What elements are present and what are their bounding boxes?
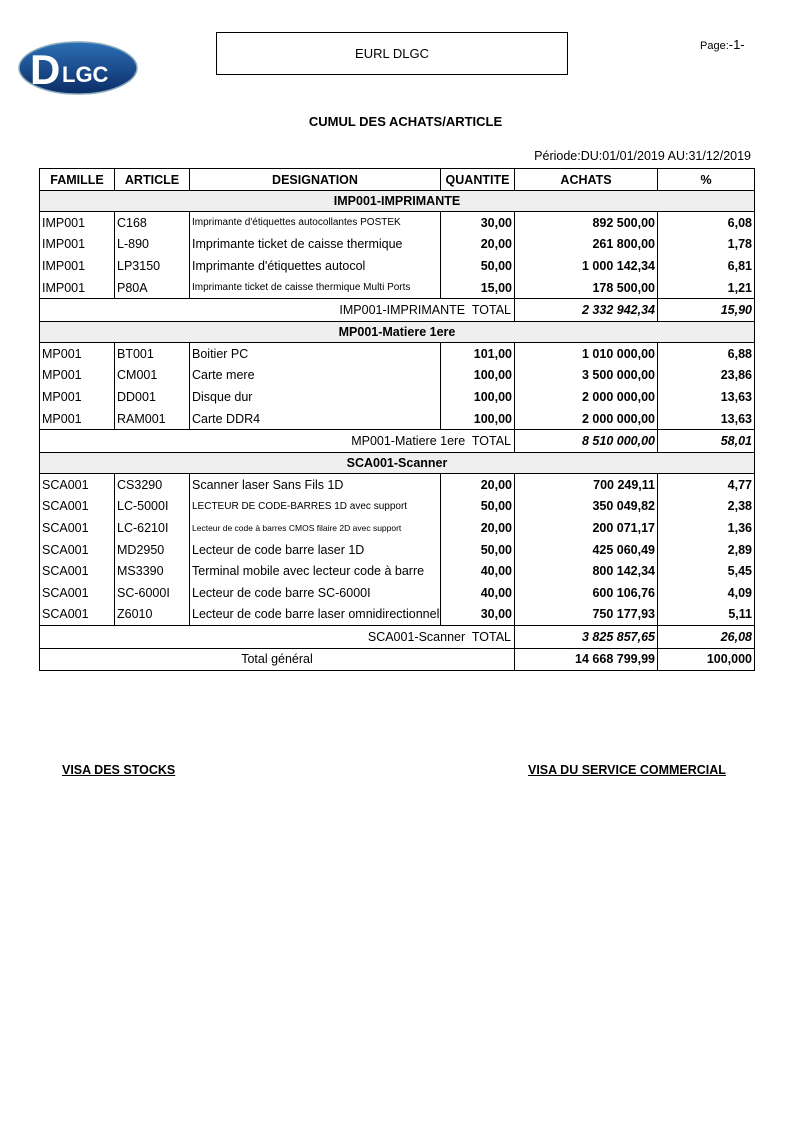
cell-pct: 5,11 <box>658 604 755 626</box>
table-row <box>40 604 755 626</box>
cell-famille: IMP001 <box>40 255 115 277</box>
cell-quantite: 100,00 <box>441 365 515 387</box>
group-total-row <box>40 430 755 453</box>
cell-quantite: 20,00 <box>441 473 515 495</box>
cell-article: C168 <box>115 212 190 234</box>
visa-stocks: VISA DES STOCKS <box>62 763 176 777</box>
cell-designation: Lecteur de code barre laser omnidirectionnel <box>190 604 441 626</box>
group-header-row <box>40 191 755 212</box>
table-row <box>40 234 755 256</box>
cell-designation: Lecteur de code barre laser 1D <box>190 539 441 561</box>
cell-pct: 6,88 <box>658 342 755 364</box>
group-total-pct: 58,01 <box>658 430 755 453</box>
cell-achats: 1 010 000,00 <box>515 342 658 364</box>
grand-total-row <box>40 648 755 671</box>
cell-achats: 425 060,49 <box>515 539 658 561</box>
grand-total-pct: 100,000 <box>658 648 755 671</box>
cell-achats: 892 500,00 <box>515 212 658 234</box>
cell-article: BT001 <box>115 342 190 364</box>
group-total-label: SCA001-Scanner TOTAL <box>40 626 515 649</box>
cell-article: MS3390 <box>115 560 190 582</box>
cell-famille: SCA001 <box>40 604 115 626</box>
cell-famille: IMP001 <box>40 212 115 234</box>
cell-article: LC-5000I <box>115 496 190 518</box>
cell-achats: 750 177,93 <box>515 604 658 626</box>
cell-quantite: 40,00 <box>441 582 515 604</box>
col-pct: % <box>658 169 755 191</box>
col-famille: FAMILLE <box>40 169 115 191</box>
cell-pct: 4,77 <box>658 473 755 495</box>
cell-quantite: 50,00 <box>441 539 515 561</box>
cell-designation: Terminal mobile avec lecteur code à barre <box>190 560 441 582</box>
table-row <box>40 386 755 408</box>
cell-pct: 23,86 <box>658 365 755 387</box>
group-total-achats: 2 332 942,34 <box>515 299 658 322</box>
cell-famille: MP001 <box>40 365 115 387</box>
cell-designation: Imprimante ticket de caisse thermique Multi Ports <box>190 277 441 299</box>
group-total-pct: 15,90 <box>658 299 755 322</box>
group-total-label: MP001-Matiere 1ere TOTAL <box>40 430 515 453</box>
table-row <box>40 473 755 495</box>
cell-pct: 2,89 <box>658 539 755 561</box>
cell-achats: 178 500,00 <box>515 277 658 299</box>
table-row <box>40 496 755 518</box>
cell-pct: 6,08 <box>658 212 755 234</box>
group-total-row <box>40 626 755 649</box>
cell-pct: 2,38 <box>658 496 755 518</box>
cell-designation: Carte mere <box>190 365 441 387</box>
cell-designation: Carte DDR4 <box>190 408 441 430</box>
cell-article: CS3290 <box>115 473 190 495</box>
cell-quantite: 15,00 <box>441 277 515 299</box>
cell-achats: 2 000 000,00 <box>515 408 658 430</box>
table-row <box>40 342 755 364</box>
table-row <box>40 255 755 277</box>
cell-pct: 13,63 <box>658 408 755 430</box>
cell-achats: 2 000 000,00 <box>515 386 658 408</box>
cell-quantite: 20,00 <box>441 517 515 539</box>
page-value: -1- <box>728 37 745 52</box>
col-article: ARTICLE <box>115 169 190 191</box>
cell-quantite: 100,00 <box>441 408 515 430</box>
table-row <box>40 582 755 604</box>
page-number <box>700 37 745 52</box>
col-designation: DESIGNATION <box>190 169 441 191</box>
table-row <box>40 517 755 539</box>
cell-achats: 3 500 000,00 <box>515 365 658 387</box>
cell-achats: 700 249,11 <box>515 473 658 495</box>
cell-achats: 600 106,76 <box>515 582 658 604</box>
cell-famille: SCA001 <box>40 473 115 495</box>
group-total-achats: 8 510 000,00 <box>515 430 658 453</box>
cell-famille: MP001 <box>40 386 115 408</box>
table-row <box>40 277 755 299</box>
cell-quantite: 100,00 <box>441 386 515 408</box>
table-row <box>40 212 755 234</box>
cell-article: Z6010 <box>115 604 190 626</box>
cell-achats: 200 071,17 <box>515 517 658 539</box>
cell-designation: Lecteur de code barre SC-6000I <box>190 582 441 604</box>
table-row <box>40 408 755 430</box>
cell-article: CM001 <box>115 365 190 387</box>
cell-achats: 261 800,00 <box>515 234 658 256</box>
table-row <box>40 365 755 387</box>
group-name: SCA001-Scanner <box>40 452 755 473</box>
grand-total-achats: 14 668 799,99 <box>515 648 658 671</box>
grand-total-label: Total général <box>40 648 515 671</box>
cell-quantite: 30,00 <box>441 604 515 626</box>
cell-pct: 1,21 <box>658 277 755 299</box>
cell-designation: Lecteur de code à barres CMOS filaire 2D avec support <box>190 517 441 539</box>
page-label: Page: <box>700 40 729 52</box>
cell-designation: Imprimante ticket de caisse thermique <box>190 234 441 256</box>
cell-pct: 4,09 <box>658 582 755 604</box>
cell-article: P80A <box>115 277 190 299</box>
company-name: EURL DLGC <box>355 46 429 61</box>
group-total-achats: 3 825 857,65 <box>515 626 658 649</box>
table-header-row <box>40 169 755 191</box>
cell-famille: MP001 <box>40 342 115 364</box>
cell-article: SC-6000I <box>115 582 190 604</box>
col-quantite: QUANTITE <box>441 169 515 191</box>
cell-pct: 6,81 <box>658 255 755 277</box>
cell-article: DD001 <box>115 386 190 408</box>
cell-famille: SCA001 <box>40 539 115 561</box>
cell-article: L-890 <box>115 234 190 256</box>
cell-famille: MP001 <box>40 408 115 430</box>
cell-designation: Boitier PC <box>190 342 441 364</box>
cell-famille: SCA001 <box>40 517 115 539</box>
group-header-row <box>40 321 755 342</box>
cell-famille: SCA001 <box>40 582 115 604</box>
cell-quantite: 30,00 <box>441 212 515 234</box>
cell-designation: Imprimante d'étiquettes autocollantes POSTEK <box>190 212 441 234</box>
cell-designation: Disque dur <box>190 386 441 408</box>
company-logo <box>18 40 138 96</box>
cell-quantite: 101,00 <box>441 342 515 364</box>
cell-achats: 800 142,34 <box>515 560 658 582</box>
cell-pct: 13,63 <box>658 386 755 408</box>
table-row <box>40 560 755 582</box>
cell-designation: Imprimante d'étiquettes autocol <box>190 255 441 277</box>
logo-text: LGC <box>62 62 109 87</box>
cell-quantite: 40,00 <box>441 560 515 582</box>
cell-quantite: 50,00 <box>441 496 515 518</box>
cell-achats: 1 000 142,34 <box>515 255 658 277</box>
cell-designation: Scanner laser Sans Fils 1D <box>190 473 441 495</box>
cell-article: LP3150 <box>115 255 190 277</box>
col-achats: ACHATS <box>515 169 658 191</box>
cell-pct: 1,78 <box>658 234 755 256</box>
cell-famille: IMP001 <box>40 234 115 256</box>
group-name: IMP001-IMPRIMANTE <box>40 191 755 212</box>
cell-pct: 5,45 <box>658 560 755 582</box>
cell-achats: 350 049,82 <box>515 496 658 518</box>
cell-famille: IMP001 <box>40 277 115 299</box>
group-total-row <box>40 299 755 322</box>
cell-famille: SCA001 <box>40 560 115 582</box>
visa-commercial: VISA DU SERVICE COMMERCIAL <box>528 763 726 777</box>
table-row <box>40 539 755 561</box>
cell-article: LC-6210I <box>115 517 190 539</box>
purchases-table <box>39 168 755 671</box>
cell-article: MD2950 <box>115 539 190 561</box>
cell-quantite: 50,00 <box>441 255 515 277</box>
group-total-label: IMP001-IMPRIMANTE TOTAL <box>40 299 515 322</box>
group-header-row <box>40 452 755 473</box>
company-name-box <box>216 32 568 75</box>
report-title: CUMUL DES ACHATS/ARTICLE <box>308 114 503 129</box>
group-total-pct: 26,08 <box>658 626 755 649</box>
group-name: MP001-Matiere 1ere <box>40 321 755 342</box>
cell-famille: SCA001 <box>40 496 115 518</box>
cell-pct: 1,36 <box>658 517 755 539</box>
svg-text:D: D <box>30 46 61 93</box>
report-period: Période:DU:01/01/2019 AU:31/12/2019 <box>534 149 751 163</box>
cell-quantite: 20,00 <box>441 234 515 256</box>
cell-article: RAM001 <box>115 408 190 430</box>
cell-designation: LECTEUR DE CODE-BARRES 1D avec support <box>190 496 441 518</box>
